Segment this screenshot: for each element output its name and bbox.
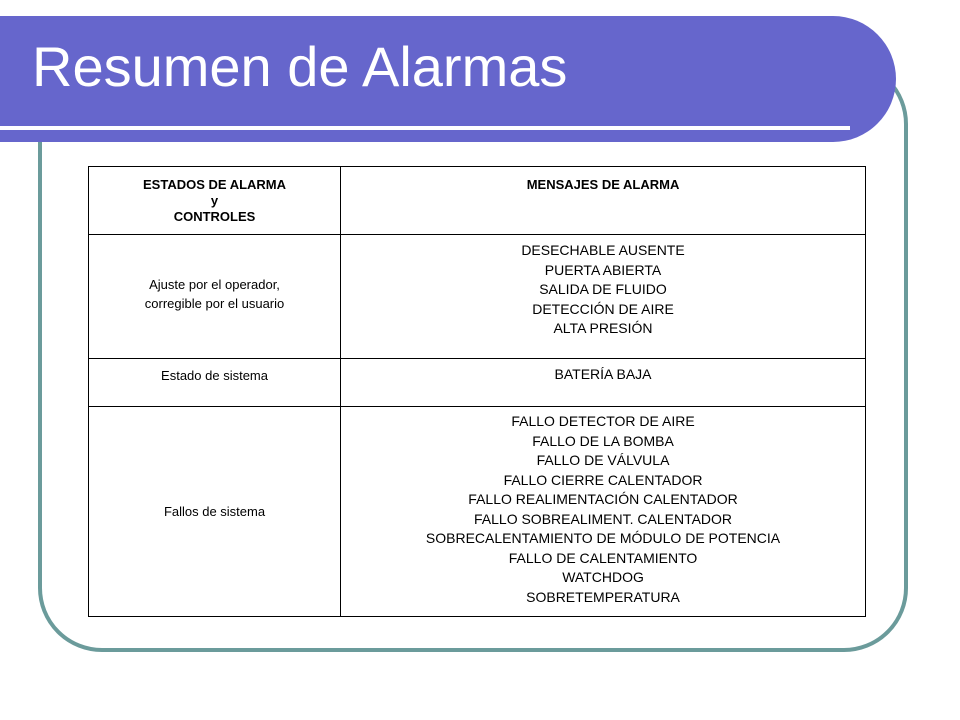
alarm-message: FALLO REALIMENTACIÓN CALENTADOR <box>468 491 738 507</box>
header-states <box>89 167 341 235</box>
alarm-message: ALTA PRESIÓN <box>553 320 653 336</box>
alarm-message: SALIDA DE FLUIDO <box>539 281 667 297</box>
alarm-message: FALLO DE LA BOMBA <box>532 432 674 449</box>
alarm-message: FALLO CIERRE CALENTADOR <box>503 471 703 488</box>
table-header-row <box>89 167 866 235</box>
alarm-message: PUERTA ABIERTA <box>544 261 662 278</box>
header-states-line: CONTROLES <box>173 209 256 224</box>
state-line: Estado de sistema <box>161 368 268 383</box>
messages-cell <box>341 235 866 359</box>
messages-cell <box>341 359 866 407</box>
alarm-message: BATERÍA BAJA <box>554 366 652 382</box>
messages-cell <box>341 407 866 617</box>
alarm-message: FALLO DE CALENTAMIENTO <box>508 549 698 566</box>
state-line: Ajuste por el operador, <box>149 277 280 292</box>
state-cell <box>89 235 341 359</box>
alarm-message: SOBRETEMPERATURA <box>526 588 680 605</box>
header-messages <box>341 167 866 235</box>
alarm-message: DESECHABLE AUSENTE <box>521 242 685 258</box>
state-cell <box>89 359 341 407</box>
state-cell <box>89 407 341 617</box>
alarm-message: DETECCIÓN DE AIRE <box>532 300 674 317</box>
header-states-line: y <box>210 193 219 208</box>
table-row <box>89 359 866 407</box>
table-row <box>89 407 866 617</box>
state-line: Fallos de sistema <box>163 504 266 519</box>
alarm-message: SOBRECALENTAMIENTO DE MÓDULO DE POTENCIA <box>425 530 781 546</box>
header-states-line: ESTADOS DE ALARMA <box>143 177 287 192</box>
alarm-message: WATCHDOG <box>562 569 644 585</box>
alarm-summary-table <box>88 166 866 617</box>
title-underline <box>0 126 850 130</box>
alarm-message: FALLO DE VÁLVULA <box>536 452 670 468</box>
alarm-message: FALLO SOBREALIMENT. CALENTADOR <box>474 510 733 527</box>
table-row <box>89 235 866 359</box>
header-messages-label: MENSAJES DE ALARMA <box>526 177 680 192</box>
state-line: corregible por el usuario <box>144 296 285 311</box>
slide-title: Resumen de Alarmas <box>32 35 568 98</box>
alarm-message: FALLO DETECTOR DE AIRE <box>511 413 695 429</box>
